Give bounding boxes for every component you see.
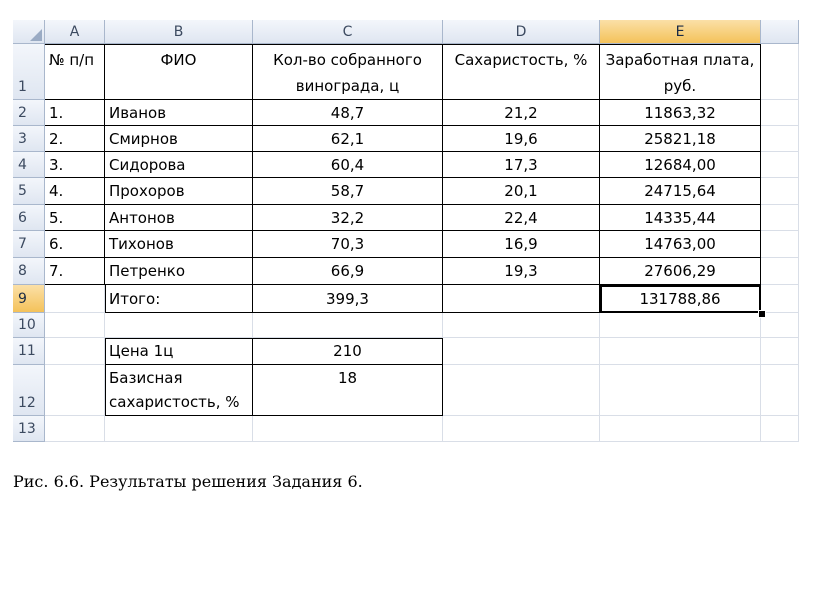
cell-f1[interactable]: [761, 44, 799, 100]
column-header-d[interactable]: D: [443, 20, 600, 44]
params-border: [105, 338, 443, 339]
table-border: [45, 44, 761, 45]
cell-b7[interactable]: Тихонов: [105, 231, 253, 258]
cell-b11[interactable]: Цена 1ц: [105, 338, 253, 365]
select-all-corner[interactable]: [13, 20, 45, 44]
column-header-c[interactable]: C: [253, 20, 443, 44]
cell-b10[interactable]: [105, 313, 253, 338]
cell-e4[interactable]: 12684,00: [600, 152, 761, 178]
row-header-8[interactable]: 8: [13, 258, 45, 285]
cell-c4[interactable]: 60,4: [253, 152, 443, 178]
table-border: [104, 44, 105, 285]
cell-f12[interactable]: [761, 365, 799, 416]
table-border: [45, 151, 761, 152]
cell-c3[interactable]: 62,1: [253, 126, 443, 152]
cell-c5[interactable]: 58,7: [253, 178, 443, 205]
cell-c7[interactable]: 70,3: [253, 231, 443, 258]
cell-f4[interactable]: [761, 152, 799, 178]
cell-a8[interactable]: 7.: [45, 258, 105, 285]
cell-d9[interactable]: [443, 285, 600, 313]
cell-c10[interactable]: [253, 313, 443, 338]
cell-d8[interactable]: 19,3: [443, 258, 600, 285]
cell-a5[interactable]: 4.: [45, 178, 105, 205]
cell-d5[interactable]: 20,1: [443, 178, 600, 205]
cell-c2[interactable]: 48,7: [253, 100, 443, 126]
cell-a13[interactable]: [45, 416, 105, 442]
cell-e2[interactable]: 11863,32: [600, 100, 761, 126]
row-header-4[interactable]: 4: [13, 152, 45, 178]
cell-f6[interactable]: [761, 205, 799, 231]
fill-handle[interactable]: [758, 310, 766, 318]
cell-d10[interactable]: [443, 313, 600, 338]
cell-e6[interactable]: 14335,44: [600, 205, 761, 231]
cell-d4[interactable]: 17,3: [443, 152, 600, 178]
active-cell-selection: [600, 285, 761, 313]
row-header-5[interactable]: 5: [13, 178, 45, 205]
figure-caption: Рис. 6.6. Результаты решения Задания 6.: [13, 472, 363, 491]
cell-d7[interactable]: 16,9: [443, 231, 600, 258]
table-border: [45, 257, 761, 258]
header-qty-line1: Кол-во собранного: [273, 51, 422, 69]
cell-e13[interactable]: [600, 416, 761, 442]
cell-f7[interactable]: [761, 231, 799, 258]
table-border: [599, 44, 600, 313]
table-border: [45, 230, 761, 231]
cell-c8[interactable]: 66,9: [253, 258, 443, 285]
header-salary-line2: руб.: [663, 77, 697, 95]
column-header-a[interactable]: A: [45, 20, 105, 44]
cell-a10[interactable]: [45, 313, 105, 338]
cell-c6[interactable]: 32,2: [253, 205, 443, 231]
cell-e1[interactable]: [600, 44, 761, 100]
params-border: [105, 364, 443, 365]
cell-d1[interactable]: [443, 44, 600, 100]
table-border: [760, 44, 761, 313]
row-header-12[interactable]: 12: [13, 365, 45, 416]
row-header-3[interactable]: 3: [13, 126, 45, 152]
table-border: [45, 177, 761, 178]
cell-a7[interactable]: 6.: [45, 231, 105, 258]
cell-b5[interactable]: Прохоров: [105, 178, 253, 205]
cell-e12[interactable]: [600, 365, 761, 416]
params-border: [442, 338, 443, 416]
cell-a3[interactable]: 2.: [45, 126, 105, 152]
cell-a6[interactable]: 5.: [45, 205, 105, 231]
cell-b3[interactable]: Смирнов: [105, 126, 253, 152]
row-header-11[interactable]: 11: [13, 338, 45, 365]
cell-b8[interactable]: Петренко: [105, 258, 253, 285]
cell-a11[interactable]: [45, 338, 105, 365]
cell-b13[interactable]: [105, 416, 253, 442]
row-header-6[interactable]: 6: [13, 205, 45, 231]
cell-e7[interactable]: 14763,00: [600, 231, 761, 258]
cell-a1[interactable]: [45, 44, 105, 100]
header-fio: ФИО: [160, 51, 197, 69]
header-salary-line1: Заработная плата,: [605, 51, 755, 69]
cell-e9[interactable]: 131788,86: [600, 285, 761, 313]
table-border: [442, 44, 443, 313]
header-num: № п/п: [49, 51, 95, 69]
table-border: [45, 99, 761, 100]
cell-c1[interactable]: [253, 44, 443, 100]
cell-c9[interactable]: 399,3: [253, 285, 443, 313]
cell-d3[interactable]: 19,6: [443, 126, 600, 152]
row-header-7[interactable]: 7: [13, 231, 45, 258]
cell-f5[interactable]: [761, 178, 799, 205]
base-label-line1: Базисная: [109, 369, 183, 387]
row-header-10[interactable]: 10: [13, 313, 45, 338]
column-header-b[interactable]: B: [105, 20, 253, 44]
table-border: [45, 125, 761, 126]
column-header-e[interactable]: E: [600, 20, 761, 44]
cell-b1[interactable]: [105, 44, 253, 100]
row-header-2[interactable]: 2: [13, 100, 45, 126]
cell-b4[interactable]: Сидорова: [105, 152, 253, 178]
cell-b12[interactable]: [105, 365, 253, 416]
cell-e11[interactable]: [600, 338, 761, 365]
cell-a4[interactable]: 3.: [45, 152, 105, 178]
params-border: [252, 338, 253, 416]
cell-c12[interactable]: 18: [253, 365, 443, 416]
cell-f11[interactable]: [761, 338, 799, 365]
cell-e5[interactable]: 24715,64: [600, 178, 761, 205]
cell-c13[interactable]: [253, 416, 443, 442]
cell-d2[interactable]: 21,2: [443, 100, 600, 126]
row-header-13[interactable]: 13: [13, 416, 45, 442]
cell-d13[interactable]: [443, 416, 600, 442]
base-label-line2: сахаристость, %: [109, 393, 240, 411]
cell-f13[interactable]: [761, 416, 799, 442]
table-border: [105, 285, 106, 313]
row-header-9[interactable]: 9: [13, 285, 45, 313]
cell-e3[interactable]: 25821,18: [600, 126, 761, 152]
table-border: [45, 204, 761, 205]
select-all-icon: [30, 29, 42, 41]
cell-a2[interactable]: 1.: [45, 100, 105, 126]
cell-b9[interactable]: Итого:: [105, 285, 253, 313]
header-qty-line2: винограда, ц: [295, 77, 400, 95]
cell-c11[interactable]: 210: [253, 338, 443, 365]
params-border: [105, 415, 443, 416]
cell-e10[interactable]: [600, 313, 761, 338]
cell-f3[interactable]: [761, 126, 799, 152]
cell-f2[interactable]: [761, 100, 799, 126]
cell-b2[interactable]: Иванов: [105, 100, 253, 126]
spreadsheet: [13, 20, 799, 442]
cell-f9[interactable]: [761, 285, 799, 313]
cell-f8[interactable]: [761, 258, 799, 285]
row-header-1[interactable]: 1: [13, 44, 45, 100]
cell-f10[interactable]: [761, 313, 799, 338]
header-sugar: Сахаристость, %: [454, 51, 588, 69]
table-border: [252, 44, 253, 313]
cell-e8[interactable]: 27606,29: [600, 258, 761, 285]
cell-d12[interactable]: [443, 365, 600, 416]
cell-a9[interactable]: [45, 285, 105, 313]
column-header-f[interactable]: [761, 20, 799, 44]
cell-d11[interactable]: [443, 338, 600, 365]
params-border: [105, 338, 106, 416]
cell-a12[interactable]: [45, 365, 105, 416]
cell-d6[interactable]: 22,4: [443, 205, 600, 231]
cell-b6[interactable]: Антонов: [105, 205, 253, 231]
